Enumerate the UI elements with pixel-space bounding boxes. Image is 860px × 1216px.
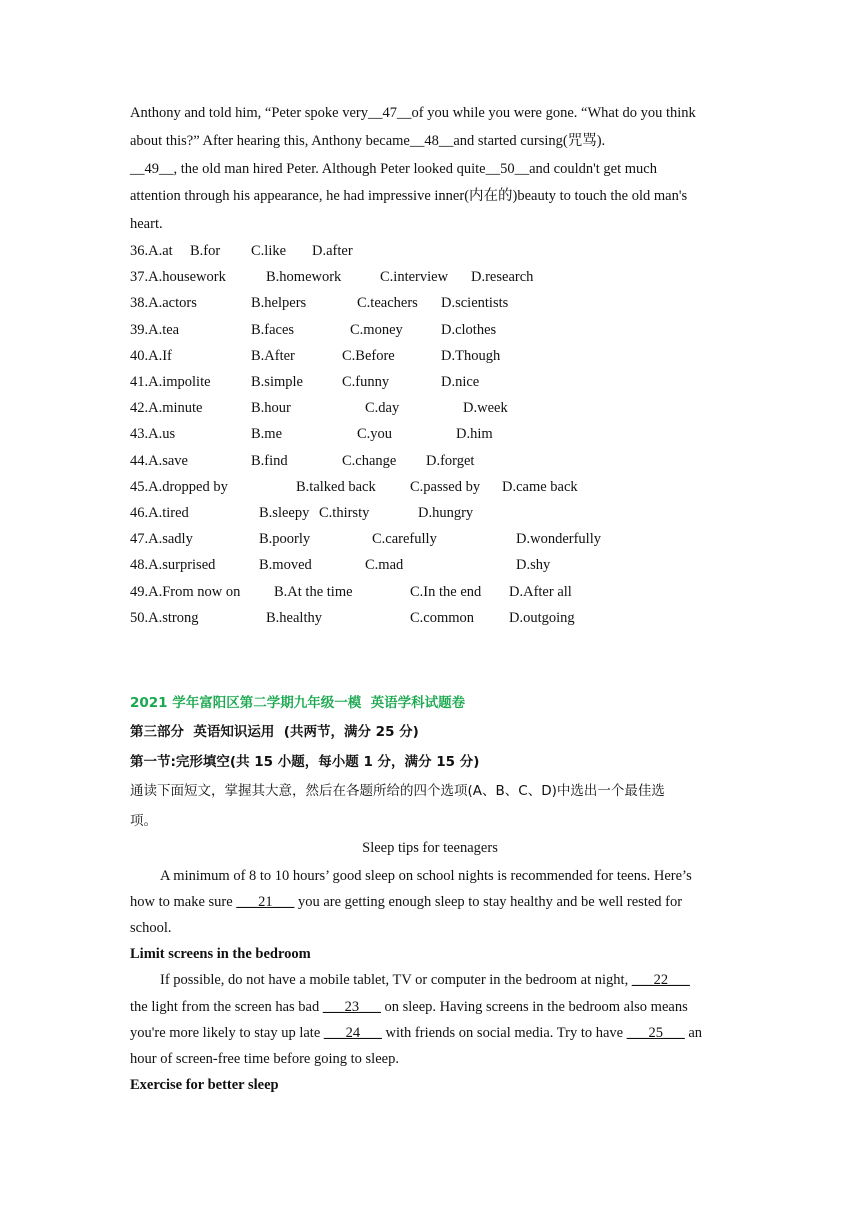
passage-line: Anthony and told him, “Peter spoke very__47__of you while you were gone. “What do you think — [130, 105, 696, 121]
question-option-d: D.hungry — [418, 505, 474, 521]
text-span: an — [684, 1025, 703, 1041]
question-option-b: B.for — [190, 243, 221, 259]
paragraph-line: school. — [130, 920, 172, 936]
question-option-a: 43.A.us — [130, 426, 176, 443]
question-option-d: D.scientists — [441, 295, 509, 312]
exam-title: 2021 学年富阳区第二学期九年级一模 英语学科试题卷 — [130, 695, 466, 711]
blank-25: ___25___ — [626, 1025, 685, 1041]
part-title: 第三部分 英语知识运用 (共两节，满分 25 分) — [130, 724, 419, 740]
question-option-d: D.nice — [441, 374, 480, 390]
question-option-a: 49.A.From now on — [130, 583, 241, 600]
question-option-d: D.forget — [426, 452, 475, 469]
question-option-a: 41.A.impolite — [130, 374, 211, 390]
question-option-b: B.me — [251, 426, 283, 443]
text-span: the light from the screen has bad — [130, 999, 323, 1015]
paragraph-line — [130, 892, 682, 912]
question-option-b: B.find — [251, 452, 288, 469]
question-option-d: D.shy — [516, 557, 551, 574]
question-option-d: D.wonderfully — [516, 531, 601, 548]
question-option-d: D.came back — [502, 478, 578, 495]
section-heading: Limit screens in the bedroom — [130, 946, 311, 962]
question-option-b: B.homework — [266, 269, 342, 286]
question-option-b: B.At the time — [274, 583, 353, 600]
text-span: on sleep. Having screens in the bedroom also means — [380, 999, 688, 1015]
question-option-c: C.In the end — [410, 583, 482, 600]
question-option-d: D.clothes — [441, 321, 497, 338]
question-option-a: 37.A.housework — [130, 269, 226, 286]
question-option-b: B.faces — [251, 321, 295, 338]
instruction-line: 通读下面短文，掌握其大意，然后在各题所给的四个选项(A、B、C、D)中选出一个最佳选 — [130, 783, 665, 799]
question-option-c: C.like — [251, 243, 287, 259]
question-option-c: C.carefully — [372, 531, 437, 548]
question-option-c: C.day — [365, 400, 400, 417]
question-option-a: 44.A.save — [130, 452, 188, 469]
instruction-line: 项。 — [130, 813, 157, 829]
question-option-c: C.thirsty — [319, 505, 370, 521]
question-option-c: C.interview — [380, 269, 449, 286]
question-option-d: D.Though — [441, 347, 501, 364]
text-span: If possible, do not have a mobile tablet, TV or computer in the bedroom at night, — [160, 972, 632, 988]
question-option-d: D.outgoing — [509, 609, 575, 626]
passage-line: __49__, the old man hired Peter. Although Peter looked quite__50__and couldn't get much — [130, 161, 657, 177]
paragraph-line: hour of screen-free time before going to sleep. — [130, 1051, 399, 1067]
question-option-b: B.helpers — [251, 295, 307, 312]
question-option-c: C.teachers — [357, 295, 418, 312]
text-span: you're more likely to stay up late — [130, 1025, 324, 1041]
question-option-b: B.simple — [251, 374, 303, 390]
passage-line: heart. — [130, 216, 163, 232]
question-option-a: 47.A.sadly — [130, 531, 193, 548]
question-option-a: 36.A.at — [130, 243, 173, 259]
paragraph-line — [130, 1023, 702, 1043]
question-option-a: 42.A.minute — [130, 400, 203, 417]
passage-line: about this?” After hearing this, Anthony became__48__and started cursing(咒骂). — [130, 133, 606, 149]
section-heading: Exercise for better sleep — [130, 1077, 279, 1093]
blank-23: ___23___ — [322, 999, 381, 1015]
question-option-b: B.hour — [251, 400, 291, 417]
blank-21: ___21___ — [236, 894, 295, 910]
question-option-d: D.research — [471, 269, 534, 286]
question-option-d: D.After all — [509, 583, 572, 600]
question-option-a: 38.A.actors — [130, 295, 197, 312]
question-option-b: B.talked back — [296, 478, 376, 495]
text-span: how to make sure — [130, 894, 237, 910]
question-option-a: 46.A.tired — [130, 505, 189, 521]
question-option-b: B.After — [251, 347, 295, 364]
question-option-d: D.after — [312, 243, 353, 259]
question-option-c: C.mad — [365, 557, 404, 574]
question-option-c: C.passed by — [410, 478, 481, 495]
question-option-c: C.common — [410, 609, 475, 626]
question-option-d: D.him — [456, 426, 493, 443]
question-option-d: D.week — [463, 400, 508, 417]
question-option-b: B.healthy — [266, 609, 322, 626]
question-option-c: C.Before — [342, 347, 395, 364]
article-title: Sleep tips for teenagers — [362, 840, 498, 856]
question-option-a: 40.A.If — [130, 347, 172, 364]
question-option-c: C.you — [357, 426, 393, 443]
section-title: 第一节:完形填空(共 15 小题，每小题 1 分，满分 15 分) — [130, 754, 480, 770]
paragraph-line: A minimum of 8 to 10 hours’ good sleep on school nights is recommended for teens. Here’s — [160, 868, 692, 884]
question-option-b: B.sleepy — [259, 505, 310, 521]
question-option-c: C.money — [350, 321, 403, 338]
question-option-a: 45.A.dropped by — [130, 478, 228, 495]
question-option-a: 50.A.strong — [130, 609, 199, 626]
question-option-b: B.poorly — [259, 531, 311, 548]
question-option-c: C.funny — [342, 374, 390, 390]
question-option-b: B.moved — [259, 557, 312, 574]
question-option-a: 48.A.surprised — [130, 557, 216, 574]
text-span: with friends on social media. Try to have — [381, 1025, 627, 1041]
blank-22: ___22___ — [631, 972, 690, 988]
question-option-a: 39.A.tea — [130, 321, 180, 338]
paragraph-line — [130, 997, 688, 1017]
text-span: you are getting enough sleep to stay healthy and be well rested for — [294, 894, 683, 910]
passage-line: attention through his appearance, he had impressive inner(内在的)beauty to touch the old man's — [130, 188, 688, 204]
paragraph-line — [160, 970, 690, 990]
question-option-c: C.change — [342, 452, 397, 469]
blank-24: ___24___ — [323, 1025, 382, 1041]
